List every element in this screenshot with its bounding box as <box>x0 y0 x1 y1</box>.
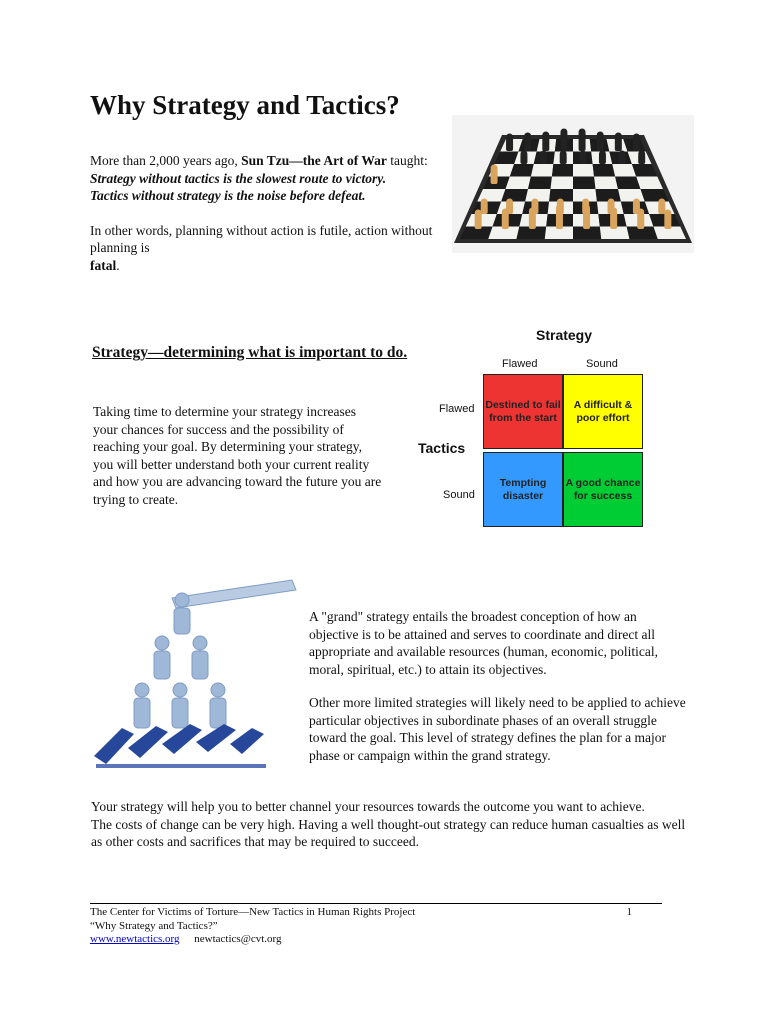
dark-chess-piece <box>540 151 547 165</box>
dark-chess-piece <box>638 151 645 165</box>
light-chess-piece <box>637 209 644 230</box>
closing-paragraph-2: The costs of change can be very high. Having a well thought-out strategy can reduce human casualties as well as other costs and sacrifices that may be required to succeed. <box>91 816 686 849</box>
dark-chess-piece <box>524 133 531 152</box>
intro-line <box>90 152 435 170</box>
dark-chess-piece <box>615 133 622 152</box>
dark-chess-piece <box>506 134 513 152</box>
dark-chess-piece <box>560 129 567 152</box>
light-chess-piece <box>664 210 671 230</box>
matrix-tactics-label: Tactics <box>418 440 466 456</box>
dark-chess-piece <box>633 134 640 152</box>
period: . <box>116 257 120 273</box>
fatal-word: fatal <box>90 257 117 273</box>
dark-chess-piece <box>579 129 586 152</box>
quote-strategy: Strategy without tactics is the slowest route to victory. <box>90 170 387 186</box>
limited-strategy-paragraph: Other more limited strategies will likely need to be applied to achieve particular objectives in subordinate phases of an overall struggle toward the goal. This level of strategy defines the plan for a major phase or campaign within the grand strategy. <box>309 695 686 763</box>
quote-tactics: Tactics without strategy is the noise before defeat. <box>90 188 366 203</box>
matrix-cell-flawed-sound: A difficult & poor effort <box>563 374 643 449</box>
chess-square <box>596 189 621 202</box>
matrix-col-flawed: Flawed <box>502 358 538 370</box>
light-chess-piece <box>475 210 482 230</box>
dark-chess-piece <box>597 132 604 152</box>
human-pyramid-image <box>92 578 297 783</box>
chess-square <box>506 177 531 190</box>
footer-divider <box>90 903 662 904</box>
dark-chess-piece <box>579 151 586 165</box>
dark-chess-piece <box>542 132 549 152</box>
footer-email: newtactics@cvt.org <box>194 933 282 945</box>
matrix-col-sound: Sound <box>586 358 618 370</box>
light-chess-piece <box>529 208 536 230</box>
chess-square <box>573 177 596 190</box>
dark-chess-piece <box>619 151 626 165</box>
matrix-row-sound: Sound <box>443 489 475 501</box>
chess-square <box>552 164 573 177</box>
closing-section <box>91 798 691 851</box>
intro-section <box>90 152 435 274</box>
intro-para-text: In other words, planning without action is futile, action without planning is <box>90 222 433 255</box>
matrix-cell-sound-flawed: Tempting disaster <box>483 452 563 527</box>
light-chess-piece <box>491 165 498 185</box>
footer-doc-title: “Why Strategy and Tactics?” <box>90 919 218 932</box>
chessboard-image <box>452 115 694 253</box>
dark-chess-piece <box>560 151 567 165</box>
website-link[interactable]: www.newtactics.org <box>90 933 180 945</box>
chess-square <box>593 164 616 177</box>
intro-text: More than 2,000 years ago, <box>90 153 242 168</box>
light-chess-piece <box>658 199 665 215</box>
page-number: 1 <box>626 906 632 918</box>
chess-square <box>618 189 645 202</box>
chess-square <box>501 189 528 202</box>
strategy-heading: Strategy—determining what is important to do. <box>92 344 408 361</box>
dark-chess-piece <box>599 151 606 165</box>
page-footer <box>90 906 662 947</box>
chess-square <box>615 177 640 190</box>
chess-square <box>551 177 574 190</box>
light-chess-piece <box>481 199 488 215</box>
chess-square <box>528 177 552 190</box>
matrix-cell-sound-sound: A good chance for success <box>563 452 643 527</box>
matrix-row-flawed: Flawed <box>439 403 475 415</box>
intro-text-end: taught: <box>386 153 428 168</box>
matrix-strategy-title: Strategy <box>536 327 593 343</box>
intro-paragraph <box>90 222 435 275</box>
footer-org: The Center for Victims of Torture—New Tactics in Human Rights Project <box>90 906 416 918</box>
chess-square <box>594 177 618 190</box>
chess-square <box>525 189 550 202</box>
matrix-cell-flawed-flawed: Destined to fail from the start <box>483 374 563 449</box>
sun-tzu-reference: Sun Tzu—the Art of War <box>241 153 387 168</box>
closing-paragraph-1: Your strategy will help you to better channel your resources towards the outcome you want to achieve. <box>91 799 645 814</box>
grand-strategy-paragraph: A "grand" strategy entails the broadest conception of how an objective is to be attained and serves to coordinate and direct all appropriate and available resources (human, economic, political, moral, spiritual, etc.) to attain its objectives. <box>309 609 658 677</box>
chess-square <box>573 164 594 177</box>
footer-contacts <box>90 933 662 947</box>
light-chess-piece <box>502 209 509 230</box>
dark-chess-piece <box>520 151 527 165</box>
strategy-paragraph: Taking time to determine your strategy increases your chances for success and the possibility of reaching your goal. By determining your strategy, you will better understand both your current reality and how you are advancing toward the future you are trying to create. <box>93 404 382 507</box>
light-chess-piece <box>583 205 590 230</box>
page-title: Why Strategy and Tactics? <box>90 90 400 120</box>
light-chess-piece <box>610 208 617 230</box>
chess-square <box>531 164 554 177</box>
light-chess-piece <box>556 205 563 230</box>
